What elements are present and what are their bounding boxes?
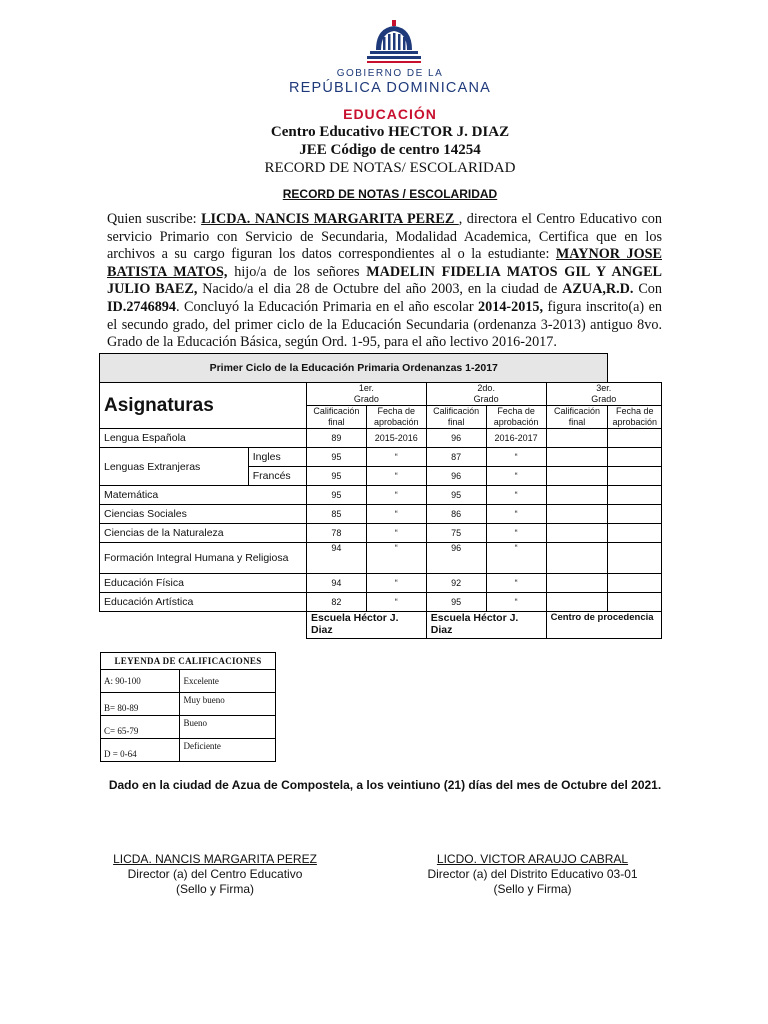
empty-cell	[608, 467, 662, 486]
para-text: Nacido/a el dia 28 de Octubre del año 2003, en la ciudad de	[197, 281, 563, 298]
subject: Lenguas Extranjeras	[100, 448, 249, 486]
ministry-name: EDUCACIÓN	[343, 106, 437, 122]
sub-subject: Ingles	[248, 448, 306, 467]
empty-cell	[608, 593, 662, 612]
government-dome-logo-icon	[364, 20, 424, 66]
record-subtitle: RECORD DE NOTAS / ESCOLARIDAD	[282, 187, 498, 201]
empty-cell	[546, 543, 608, 574]
signatory-name: LICDO. VICTOR ARAUJO CABRAL	[436, 852, 629, 866]
grade: 89	[307, 429, 367, 448]
legend-label: Bueno	[180, 716, 276, 739]
para-text: hijo/a de los señores	[227, 263, 367, 280]
fecha-header: Fecha de aprobación	[486, 406, 546, 429]
empty-cell	[608, 505, 662, 524]
school-3rd-grade: Centro de procedencia	[546, 612, 661, 639]
empty-cell	[546, 505, 608, 524]
grade-3-header: 3er. Grado	[546, 383, 661, 406]
empty-cell	[608, 429, 662, 448]
grade: 86	[426, 505, 486, 524]
school-1st-grade: Escuela Héctor J. Diaz	[307, 612, 427, 639]
signatory-role: Director (a) del Centro Educativo	[127, 867, 303, 881]
subject: Educación Física	[100, 574, 307, 593]
grade: 95	[307, 486, 367, 505]
para-text: figura inscrito(a) en el secundo grado, del primer ciclo de la Educación Secundaria (ordenanza 3-2013) antiguo 8vo. Grado de la Educación Básica, según Ord. 1-95, para el año lectivo 2016-2017.	[107, 298, 662, 351]
signatory-seal: (Sello y Firma)	[493, 882, 572, 896]
legend-table	[100, 652, 276, 762]
para-text: . Concluyó la Educación Primaria en el año escolar	[175, 298, 479, 315]
table-row	[100, 574, 662, 593]
legend-range: A: 90-100	[101, 670, 180, 693]
government-line: GOBIERNO DE LA	[336, 68, 444, 79]
legend-range: B= 80-89	[101, 693, 180, 716]
cal-header: Calificación final	[426, 406, 486, 429]
subject: Ciencias Sociales	[100, 505, 307, 524]
signatory-seal: (Sello y Firma)	[175, 882, 254, 896]
subject: Lengua Española	[100, 429, 307, 448]
issued-statement: Dado en la ciudad de Azua de Compostela, a los veintiuno (21) días del mes de Octubre del 2021.	[108, 778, 662, 792]
subject: Educación Artística	[100, 593, 307, 612]
empty-cell	[608, 524, 662, 543]
para-text: , directora el Centro Educativo con servicio Primario con Servicio de Secundaria, Modalidad Academica, Certifica que en los archivos a su cargo figuran los datos correspondientes al o la estudiante:	[107, 211, 662, 263]
grade: 96	[426, 543, 486, 574]
subject: Matemática	[100, 486, 307, 505]
fecha-header: Fecha de aprobación	[366, 406, 426, 429]
legend-range: C= 65-79	[101, 716, 180, 739]
date: “	[486, 543, 546, 574]
certification-paragraph	[107, 211, 662, 352]
grade: 96	[426, 429, 486, 448]
empty-cell	[608, 486, 662, 505]
table-row	[100, 448, 662, 467]
date: “	[366, 467, 426, 486]
date: “	[366, 524, 426, 543]
table-row	[100, 486, 662, 505]
date: 2015-2016	[366, 429, 426, 448]
date: “	[486, 448, 546, 467]
grade: 94	[307, 543, 367, 574]
subject: Ciencias de la Naturaleza	[100, 524, 307, 543]
table-row	[100, 593, 662, 612]
date: “	[366, 486, 426, 505]
table-row	[100, 543, 662, 574]
asignaturas-header: Asignaturas	[100, 383, 307, 429]
date: “	[486, 574, 546, 593]
empty-cell	[546, 574, 608, 593]
city: AZUA,R.D.	[562, 281, 634, 298]
date: “	[486, 593, 546, 612]
grade: 87	[426, 448, 486, 467]
school-2nd-grade: Escuela Héctor J. Diaz	[426, 612, 546, 639]
signatory-name: LICDA. NANCIS MARGARITA PEREZ	[113, 852, 317, 866]
date: “	[366, 574, 426, 593]
director-name: LICDA. NANCIS MARGARITA PEREZ	[201, 211, 459, 227]
empty-cell	[100, 612, 307, 639]
date: “	[366, 505, 426, 524]
record-title: RECORD DE NOTAS/ ESCOLARIDAD	[264, 160, 516, 176]
date: 2016-2017	[486, 429, 546, 448]
legend-row	[101, 693, 276, 716]
signature-block-school	[90, 852, 340, 897]
legend-row	[101, 670, 276, 693]
empty-cell	[608, 574, 662, 593]
fecha-header: Fecha de aprobación	[608, 406, 662, 429]
grade: 92	[426, 574, 486, 593]
legend-row	[101, 716, 276, 739]
date: “	[486, 505, 546, 524]
table-row	[100, 524, 662, 543]
signatory-role: Director (a) del Distrito Educativo 03-01	[427, 867, 638, 881]
grade: 75	[426, 524, 486, 543]
school-name: Centro Educativo HECTOR J. DIAZ	[270, 124, 510, 140]
cal-header: Calificación final	[546, 406, 608, 429]
table-row	[100, 505, 662, 524]
student-id: ID.2746894	[107, 298, 176, 315]
school-year: 2014-2015,	[478, 298, 544, 315]
empty-cell	[546, 429, 608, 448]
grade: 95	[307, 467, 367, 486]
grade: 85	[307, 505, 367, 524]
legend-label: Muy bueno	[180, 693, 276, 716]
grade-2-header: 2do. Grado	[426, 383, 546, 406]
legend-title: LEYENDA DE CALIFICACIONES	[101, 653, 276, 670]
grade: 94	[307, 574, 367, 593]
empty-cell	[546, 524, 608, 543]
grade: 95	[426, 486, 486, 505]
signature-block-district	[400, 852, 665, 897]
empty-cell	[546, 486, 608, 505]
legend-range: D = 0-64	[101, 739, 180, 762]
empty-cell	[546, 467, 608, 486]
grade: 78	[307, 524, 367, 543]
republic-name: REPÚBLICA DOMINICANA	[288, 80, 492, 96]
school-code: JEE Código de centro 14254	[299, 142, 481, 158]
legend-label: Deficiente	[180, 739, 276, 762]
grade: 96	[426, 467, 486, 486]
grade: 95	[307, 448, 367, 467]
date: “	[366, 448, 426, 467]
para-text: Con	[633, 281, 662, 298]
grade: 95	[426, 593, 486, 612]
date: “	[486, 524, 546, 543]
empty-cell	[608, 543, 662, 574]
table-row	[100, 429, 662, 448]
parents-names: MADELIN FIDELIA MATOS GIL Y ANGEL JULIO BAEZ,	[107, 263, 663, 298]
grades-table	[99, 353, 662, 639]
grade: 82	[307, 593, 367, 612]
legend-label: Excelente	[180, 670, 276, 693]
para-text: Quien suscribe:	[107, 211, 202, 227]
legend-row	[101, 739, 276, 762]
student-name: MAYNOR JOSE BATISTA MATOS,	[107, 246, 662, 280]
empty-cell	[608, 448, 662, 467]
school-row	[100, 612, 662, 639]
subject: Formación Integral Humana y Religiosa	[100, 543, 307, 574]
empty-cell	[546, 593, 608, 612]
date: “	[366, 593, 426, 612]
sub-subject: Francés	[248, 467, 306, 486]
cal-header: Calificación final	[307, 406, 367, 429]
table-title: Primer Ciclo de la Educación Primaria Ordenanzas 1-2017	[100, 354, 608, 383]
empty-cell	[546, 448, 608, 467]
grade-1-header: 1er. Grado	[307, 383, 427, 406]
date: “	[486, 467, 546, 486]
date: “	[366, 543, 426, 574]
date: “	[486, 486, 546, 505]
